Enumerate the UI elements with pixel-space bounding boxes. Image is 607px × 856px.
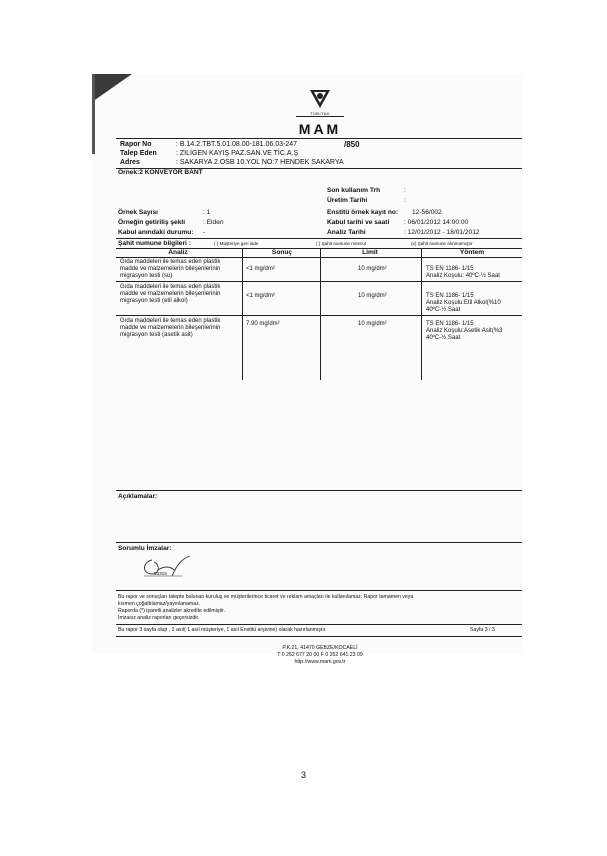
table-row-2-yontem: TS EN 1186- 1/15 Analiz Koşulu:Etil Alkol(%10 40ºC-½ Saat: [426, 293, 501, 313]
aciklamalar-rule: [116, 490, 522, 491]
table-row-2-sonuc: <1 mg/dm²: [246, 293, 275, 299]
sahit-option-1: ( ) Müşteriye geri iade: [214, 241, 259, 246]
note-line-1: Bu rapor ve sonuçları talepte bulunan kuruluş ve müşterilerince ticaret ve reklam amaçları ile kullanılamaz. Rapor tamamen veya: [118, 594, 414, 600]
table-col-divider: [242, 248, 243, 380]
table-row-3-analiz: Gıda maddeleri ile temas eden plastik madde ve malzemelerin bileşenlerinin migrasyon testi (asetik asit): [120, 318, 221, 338]
analiz-tarih-value: : 12/01/2012 - 18/01/2012: [404, 229, 480, 236]
table-row-1-limit: 10 mg/dm²: [358, 266, 387, 272]
table-row-3-limit: 10 mg/dm²: [358, 321, 387, 327]
sahit-option-3: (x) Şahit numune alınmamıştır: [411, 241, 473, 246]
table-header-rule: [116, 257, 522, 258]
sahit-label: Şahit numune bilgileri :: [118, 240, 191, 247]
adres-label: Adres: [120, 159, 140, 166]
table-row-1-yontem: TS EN 1186- 1/15 Analiz Koşulu: 40ºC-½ Saat: [426, 266, 500, 279]
kabul-tarih-label: Kabul tarihi ve saati: [327, 219, 390, 226]
table-row-rule: [116, 281, 522, 282]
footer-page-info: Bu rapor 3 sayfa olup , 2 asıl( 1 asıl müşteriye, 1 asıl Enstitü arşivine) olarak hazırlanmıştır.: [118, 627, 327, 633]
son-kullanim-label: Son kullanım Trh: [327, 187, 381, 194]
son-kullanim-value: :: [404, 187, 406, 194]
org-title: MAM: [298, 121, 342, 137]
col-header-yontem: Yöntem: [459, 249, 485, 256]
footer-top-rule: [116, 624, 522, 625]
signature-icon: [138, 552, 218, 584]
uretim-label: Üretim Tarihi: [327, 197, 368, 204]
col-header-analiz: Analiz: [168, 249, 188, 256]
table-row-2-limit: 10 mg/dm²: [358, 293, 387, 299]
table-row-3-yontem: TS EN 1186- 1/15 Analiz Koşulu:Asetik Asit(%3 40ºC-½ Saat: [426, 321, 503, 341]
getirilis-value: : Elden: [203, 219, 224, 226]
tubitak-logo-icon: [308, 86, 332, 110]
table-row-1-analiz: Gıda maddeleri ile temas eden plastik madde ve malzemelerin bileşenlerinin migrasyon testi (su): [120, 259, 221, 279]
footer-bottom-rule: [116, 636, 522, 637]
table-row-1-sonuc: <1 mg/dm²: [246, 266, 275, 272]
header-top-rule: [116, 138, 522, 139]
sahit-option-2: ( ) Şahit numune mevcut: [316, 241, 367, 246]
sorumlu-rule: [116, 542, 522, 543]
scan-corner-shadow: [92, 74, 132, 102]
col-header-sonuc: Sonuç: [271, 249, 293, 256]
table-row-2-analiz: Gıda maddeleri ile temas eden plastik madde ve malzemelerin bileşenlerinin migrasyon testi (etil alkol): [120, 284, 221, 304]
sample-rule: [116, 238, 522, 239]
footer-page-count: Sayfa 3 / 3: [470, 627, 495, 633]
table-row-3-sonuc: 7.90 mg/dm²: [246, 321, 280, 327]
talep-eden-label: Talep Eden: [120, 150, 157, 157]
kabul-tarih-value: : 06/01/2012 14:00:00: [404, 219, 469, 226]
enstitu-kayit-value: 12-56/002: [412, 209, 442, 216]
sorumlu-label: Sorumlu İmzalar:: [118, 545, 172, 552]
analiz-tarih-label: Analiz Tarihi: [327, 229, 366, 236]
ornek-sayisi-value: : 1: [203, 209, 211, 216]
notes-rule: [116, 590, 522, 591]
table-row-rule: [116, 315, 522, 316]
ornek-sayisi-label: Örnek Sayısı: [118, 209, 158, 216]
scan-edge-shadow: [92, 74, 95, 154]
address-line-2: T 0 262 677 20 00 F 0 262 641 23 09: [277, 652, 363, 658]
enstitu-kayit-label: Enstitü örnek kayıt no:: [327, 209, 399, 216]
note-line-3: Raporda (*) işaretli analizler akredite edilmiştir.: [118, 608, 225, 614]
address-line-1: P.K.21, 41470 GEBZE/KOCAELİ: [282, 645, 358, 651]
note-line-2: kısmen çoğaltılamaz/yayınlanamaz.: [118, 601, 201, 607]
talep-eden-value: : ZİLİGEN KAYIŞ PAZ.SAN.VE TİC.A.Ş: [176, 150, 299, 157]
rapor-no-value: : B.14.2.TBT.5.01.08.00-181.06.03-247: [176, 141, 298, 148]
getirilis-label: Örneğin getiriliş şekli: [118, 219, 186, 226]
rapor-no-label: Rapor No: [120, 141, 152, 148]
adres-value: : SAKARYA 2.OSB 10.YOL NO:7 HENDEK SAKARYA: [176, 159, 344, 166]
aciklamalar-label: Açıklamalar:: [118, 493, 158, 500]
note-line-4: İmzasız analiz raporları geçersizdir.: [118, 615, 200, 621]
table-col-divider: [421, 248, 422, 380]
kabul-durum-label: Kabul anındaki durumu:: [118, 229, 194, 236]
org-small-label: TÜBİTAK: [296, 111, 344, 117]
ornek-label: Örnek:2 KONVEYÖR BANT: [118, 169, 203, 176]
kabul-durum-value: -: [203, 229, 206, 236]
rapor-no-suffix: /850: [344, 140, 360, 149]
signature-id: 53315: [154, 571, 167, 576]
page-number: 3: [300, 770, 306, 780]
address-line-3: http://www.mam.gov.tr: [294, 659, 346, 665]
uretim-value: :: [404, 197, 406, 204]
col-header-limit: Limit: [362, 249, 378, 256]
table-col-divider: [320, 248, 321, 380]
